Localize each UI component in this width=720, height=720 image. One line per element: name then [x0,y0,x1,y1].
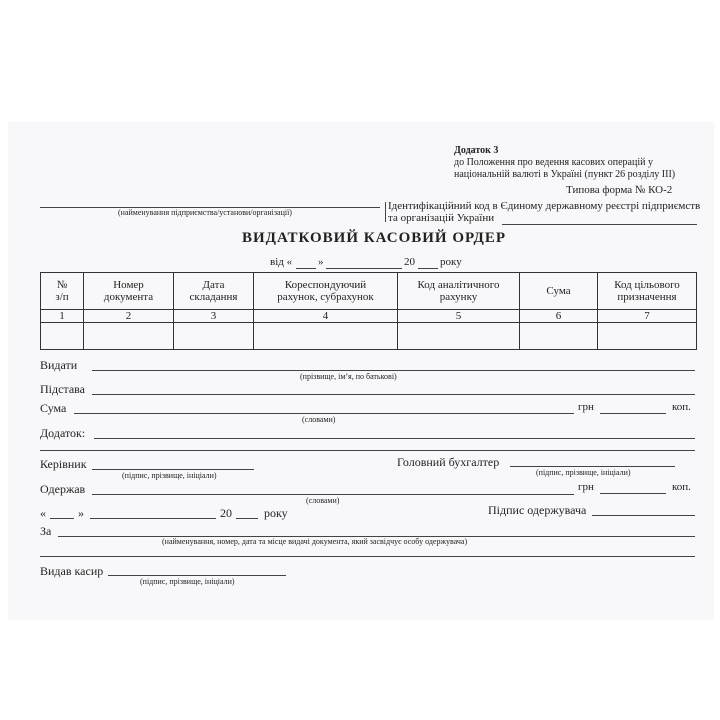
sum-uah: грн [578,401,594,413]
sum-caption: (словами) [302,415,336,424]
col-num-5: 5 [398,310,520,323]
table-header-row [41,273,697,310]
head-caption: (підпис, прізвище, ініціали) [122,471,217,480]
recipient-signature-line [592,515,695,516]
sum-line [74,413,574,414]
order-table [40,272,697,350]
col-header-purpose: Код цільового призначення [598,273,697,310]
attachment-line-2 [40,450,695,451]
sum-label: Сума [40,401,67,415]
date-day-line [296,268,316,269]
chief-accountant-line [510,466,675,467]
form-number: Типова форма № КО-2 [566,184,673,196]
col-header-sum: Сума [520,273,598,310]
id-code-line [502,224,697,225]
issue-label: Видати [40,358,78,372]
by-label: За [40,524,52,538]
col-header-analytic: Код аналітичного рахунку [398,273,520,310]
table-cell [254,323,398,350]
attachment-label: Додаток: [40,426,86,440]
org-name-caption: (найменування підприємства/установи/організації) [118,208,292,217]
date-year-line [418,268,438,269]
col-num-1: 1 [41,310,84,323]
date-month-field [90,518,216,519]
date-month-line [326,268,402,269]
date-year-prefix-2: 20 [220,506,232,520]
received-label: Одержав [40,482,86,496]
col-header-account: Кореспондуючий рахунок, субрахунок [254,273,398,310]
date-year-suffix: року [440,256,462,268]
head-label: Керівник [40,457,87,471]
received-uah: грн [578,481,594,493]
page-title: ВИДАТКОВИЙ КАСОВИЙ ОРДЕР [242,230,507,246]
col-num-3: 3 [174,310,254,323]
date-year-prefix: 20 [404,256,415,268]
sum-kop: коп. [672,401,691,413]
date-mid: » [318,256,324,268]
chief-accountant-label: Головний бухгалтер [397,455,500,469]
received-uah-line [600,493,666,494]
sum-uah-line [600,413,666,414]
col-header-doc-number: Номер документа [84,273,174,310]
table-cell [520,323,598,350]
id-box-left [385,202,386,222]
issue-line [92,370,695,371]
table-cell [84,323,174,350]
table-cell [41,323,84,350]
table-number-row [41,310,697,323]
col-num-7: 7 [598,310,697,323]
cashier-caption: (підпис, прізвище, ініціали) [140,577,235,586]
addendum-line-2: національній валюті в Україні (пункт 26 розділу ІІІ) [454,169,676,180]
basis-line [92,394,695,395]
received-caption: (словами) [306,496,340,505]
date-year-field [236,518,258,519]
id-line-2: та організацій України [388,212,495,224]
date-open-quote: « [40,506,46,520]
date-day-field [50,518,74,519]
recipient-signature-label: Підпис одержувача [488,503,587,517]
table-row [41,323,697,350]
cashier-label: Видав касир [40,564,104,578]
col-num-4: 4 [254,310,398,323]
table-cell [174,323,254,350]
received-kop: коп. [672,481,691,493]
date-year-suffix-2: року [264,506,288,520]
attachment-line-1 [94,438,695,439]
col-header-number: № з/п [41,273,84,310]
cashier-line [108,575,286,576]
chief-accountant-caption: (підпис, прізвище, ініціали) [536,468,631,477]
basis-label: Підстава [40,382,85,396]
received-line [92,494,574,495]
col-num-6: 6 [520,310,598,323]
table-cell [398,323,520,350]
date-from: від « [270,256,293,268]
table-cell [598,323,697,350]
by-caption: (найменування, номер, дата та місце видачі документа, який засвідчує особу одержувача) [162,537,468,546]
col-num-2: 2 [84,310,174,323]
by-line-2 [40,556,695,557]
id-line-1: Ідентифікаційний код в Єдиному державному реєстрі підприємств [388,200,701,212]
addendum-title: Додаток 3 [454,145,499,156]
addendum-line-1: до Положення про ведення касових операцій у [454,157,653,168]
col-header-date: Дата складання [174,273,254,310]
date-close-quote: » [78,506,84,520]
head-line [92,469,254,470]
issue-caption: (прізвище, ім’я, по батькові) [300,372,397,381]
